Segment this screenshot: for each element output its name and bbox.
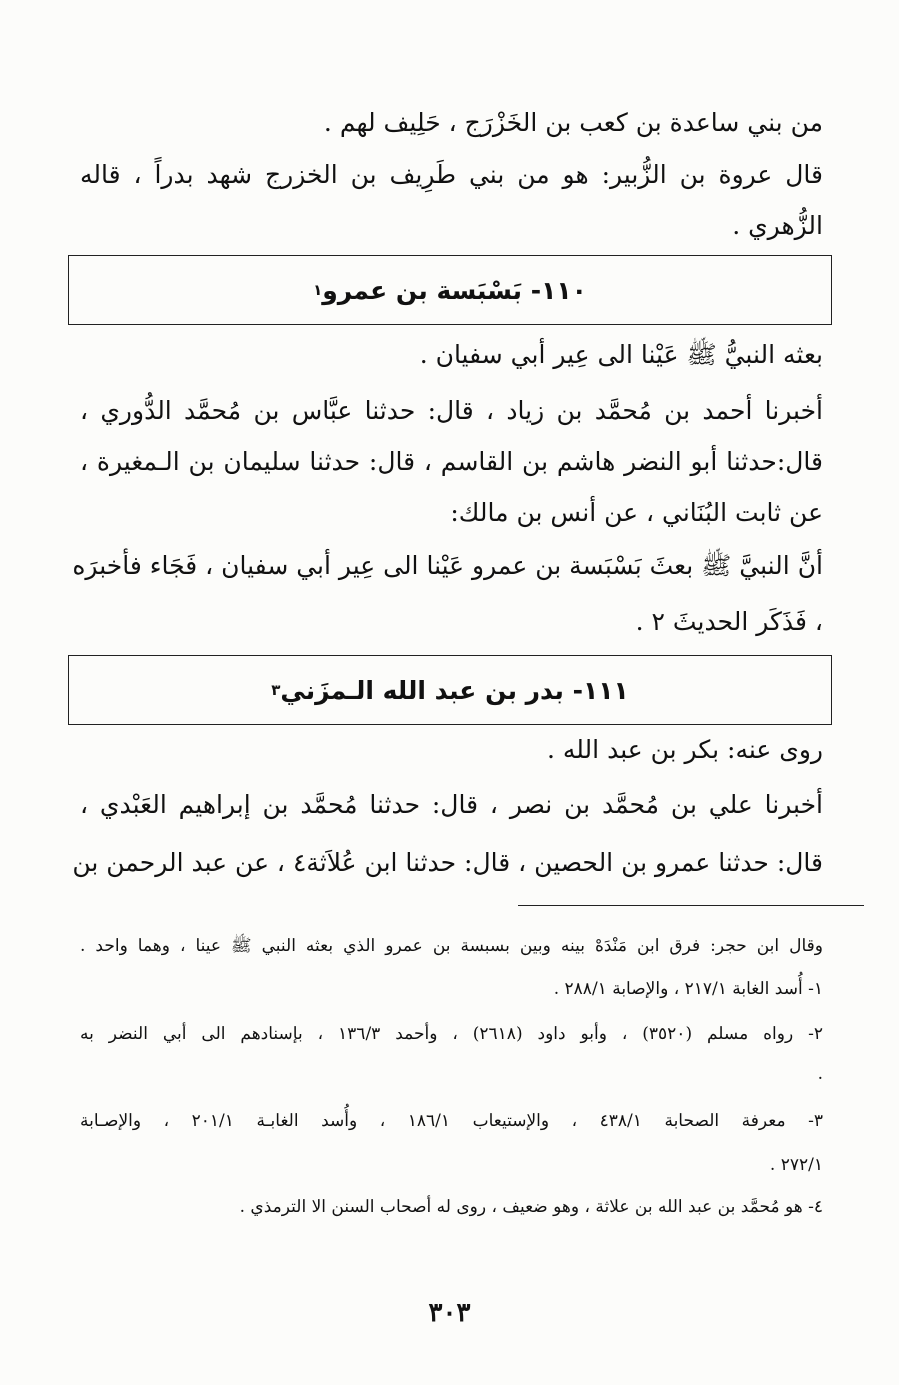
body-line: قال عروة بن الزُّبير: هو من بني طَرِيف بن الخزرج شهد بدراً ، قاله: [80, 160, 823, 189]
heading-title: ١١٠- بَسْبَسة بن عمرو: [322, 275, 587, 305]
entry-heading-111: ١١١- بدر بن عبد الله الـمزَني ٣: [68, 655, 832, 725]
heading-title: ١١١- بدر بن عبد الله الـمزَني: [280, 675, 629, 705]
footnote-line: ٢٧٢/١ .: [769, 1155, 823, 1175]
body-line: قال:حدثنا أبو النضر هاشم بن القاسم ، قال: حدثنا سليمان بن الـمغيرة ،: [80, 447, 823, 476]
footnote-line: ٣- معرفة الصحابة ٤٣٨/١ ، والإستيعاب ١٨٦/١ ، وأُسد الغابـة ٢٠١/١ ، والإصـابة: [80, 1111, 823, 1131]
body-line: أخبرنا أحمد بن مُحمَّد بن زياد ، قال: حدثنا عبَّاس بن مُحمَّد الدُّوري ،: [80, 396, 823, 425]
footnote-separator: [518, 905, 864, 906]
body-line: روى عنه: بكر بن عبد الله .: [546, 735, 823, 764]
body-line: بعثه النبيُّ ﷺ عَيْنا الى عِير أبي سفيان .: [419, 340, 823, 369]
footnote-line: وقال ابن حجر: فرق ابن مَنْدَهْ بينه وبين بسبسة بن عمرو الذي بعثه النبي ﷺ عينا ، وهما واحد .: [80, 936, 823, 956]
entry-heading-110: ١١٠- بَسْبَسة بن عمرو ١: [68, 255, 832, 325]
body-line: من بني ساعدة بن كعب بن الخَزْرَج ، حَلِيف لهم .: [323, 108, 823, 137]
body-line: عن ثابت البُنَاني ، عن أنس بن مالك:: [450, 498, 823, 527]
footnote-line: ٤- هو مُحمَّد بن عبد الله بن علاثة ، وهو ضعيف ، روى له أصحاب السنن الا الترمذي .: [239, 1197, 823, 1217]
body-line: أخبرنا علي بن مُحمَّد بن نصر ، قال: حدثنا مُحمَّد بن إبراهيم العَبْدي ،: [80, 790, 823, 819]
footnote-line: ٢- رواه مسلم (٣٥٢٠) ، وأبو داود (٢٦١٨) ، وأحمد ١٣٦/٣ ، بإسنادهم الى أبي النضر به: [80, 1024, 823, 1044]
footnote-line: ١- أُسد الغابة ٢١٧/١ ، والإصابة ٢٨٨/١ .: [553, 979, 823, 999]
body-line: الزُّهري .: [732, 211, 823, 240]
footnote-line: .: [817, 1064, 823, 1084]
body-line: أنَّ النبيَّ ﷺ بعثَ بَسْبَسة بن عمرو عَيْنا الى عِير أبي سفيان ، فَجَاء فأخبرَه: [72, 551, 823, 580]
page-number: ٣٠٣: [428, 1298, 471, 1328]
body-line: ، فَذَكَر الحديثَ ٢ .: [635, 607, 823, 636]
body-line: قال: حدثنا عمرو بن الحصين ، قال: حدثنا ابن عُلاَثة٤ ، عن عبد الرحمن بن: [72, 848, 823, 877]
